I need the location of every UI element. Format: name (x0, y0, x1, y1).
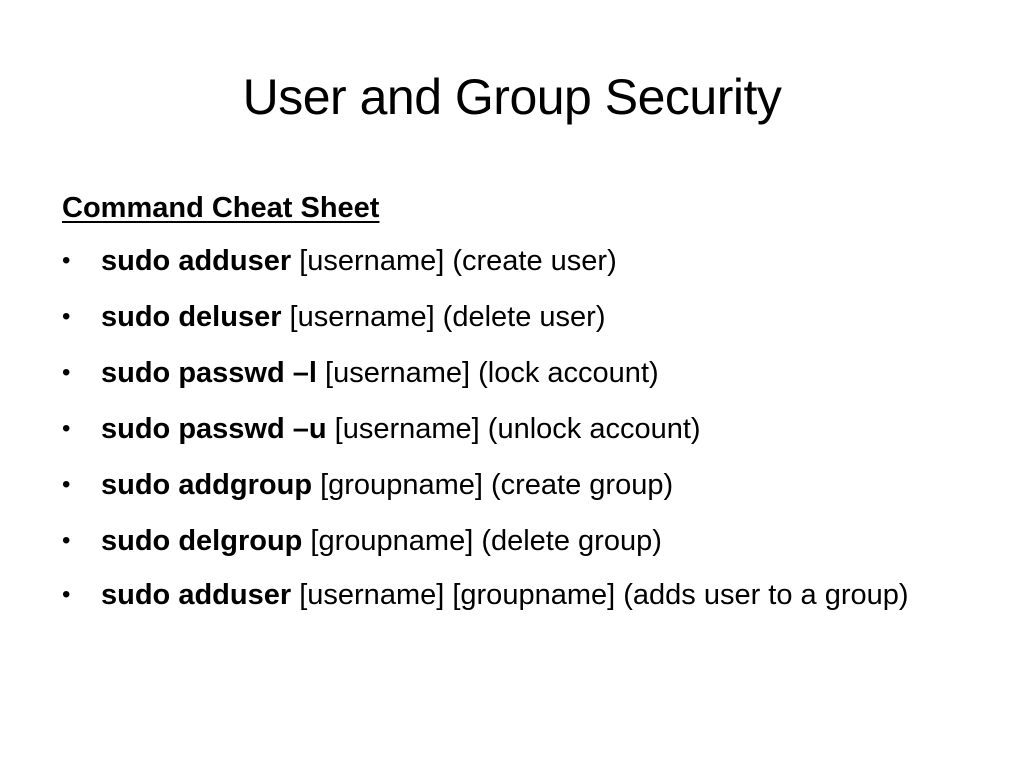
command-description: [username] [groupname] (adds user to a group) (291, 579, 909, 611)
bullet-icon: • (62, 527, 71, 554)
command-description: [username] (create user) (291, 245, 617, 277)
command-list (62, 233, 922, 629)
list-item (62, 401, 922, 457)
list-item (62, 345, 922, 401)
command-name: sudo adduser (101, 579, 292, 611)
slide-content (62, 183, 922, 629)
command-name: sudo deluser (101, 301, 282, 333)
command-name: sudo adduser (101, 245, 292, 277)
bullet-icon: • (62, 415, 71, 442)
command-description: [groupname] (create group) (312, 469, 674, 501)
bullet-icon: • (62, 359, 71, 386)
bullet-icon: • (62, 581, 71, 608)
command-description: [groupname] (delete group) (302, 525, 662, 557)
list-item (62, 569, 922, 629)
bullet-icon: • (62, 247, 71, 274)
list-item (62, 513, 922, 569)
command-name: sudo delgroup (101, 525, 303, 557)
slide-title: User and Group Security (242, 69, 782, 125)
bullet-icon: • (62, 303, 71, 330)
command-description: [username] (unlock account) (326, 413, 701, 445)
list-item (62, 233, 922, 289)
command-description: [username] (lock account) (316, 357, 659, 389)
command-description: [username] (delete user) (281, 301, 606, 333)
command-name: sudo passwd –l (101, 357, 317, 389)
section-heading: Command Cheat Sheet (62, 192, 380, 224)
list-item (62, 289, 922, 345)
command-name: sudo addgroup (101, 469, 313, 501)
command-name: sudo passwd –u (101, 413, 327, 445)
list-item (62, 457, 922, 513)
bullet-icon: • (62, 471, 71, 498)
